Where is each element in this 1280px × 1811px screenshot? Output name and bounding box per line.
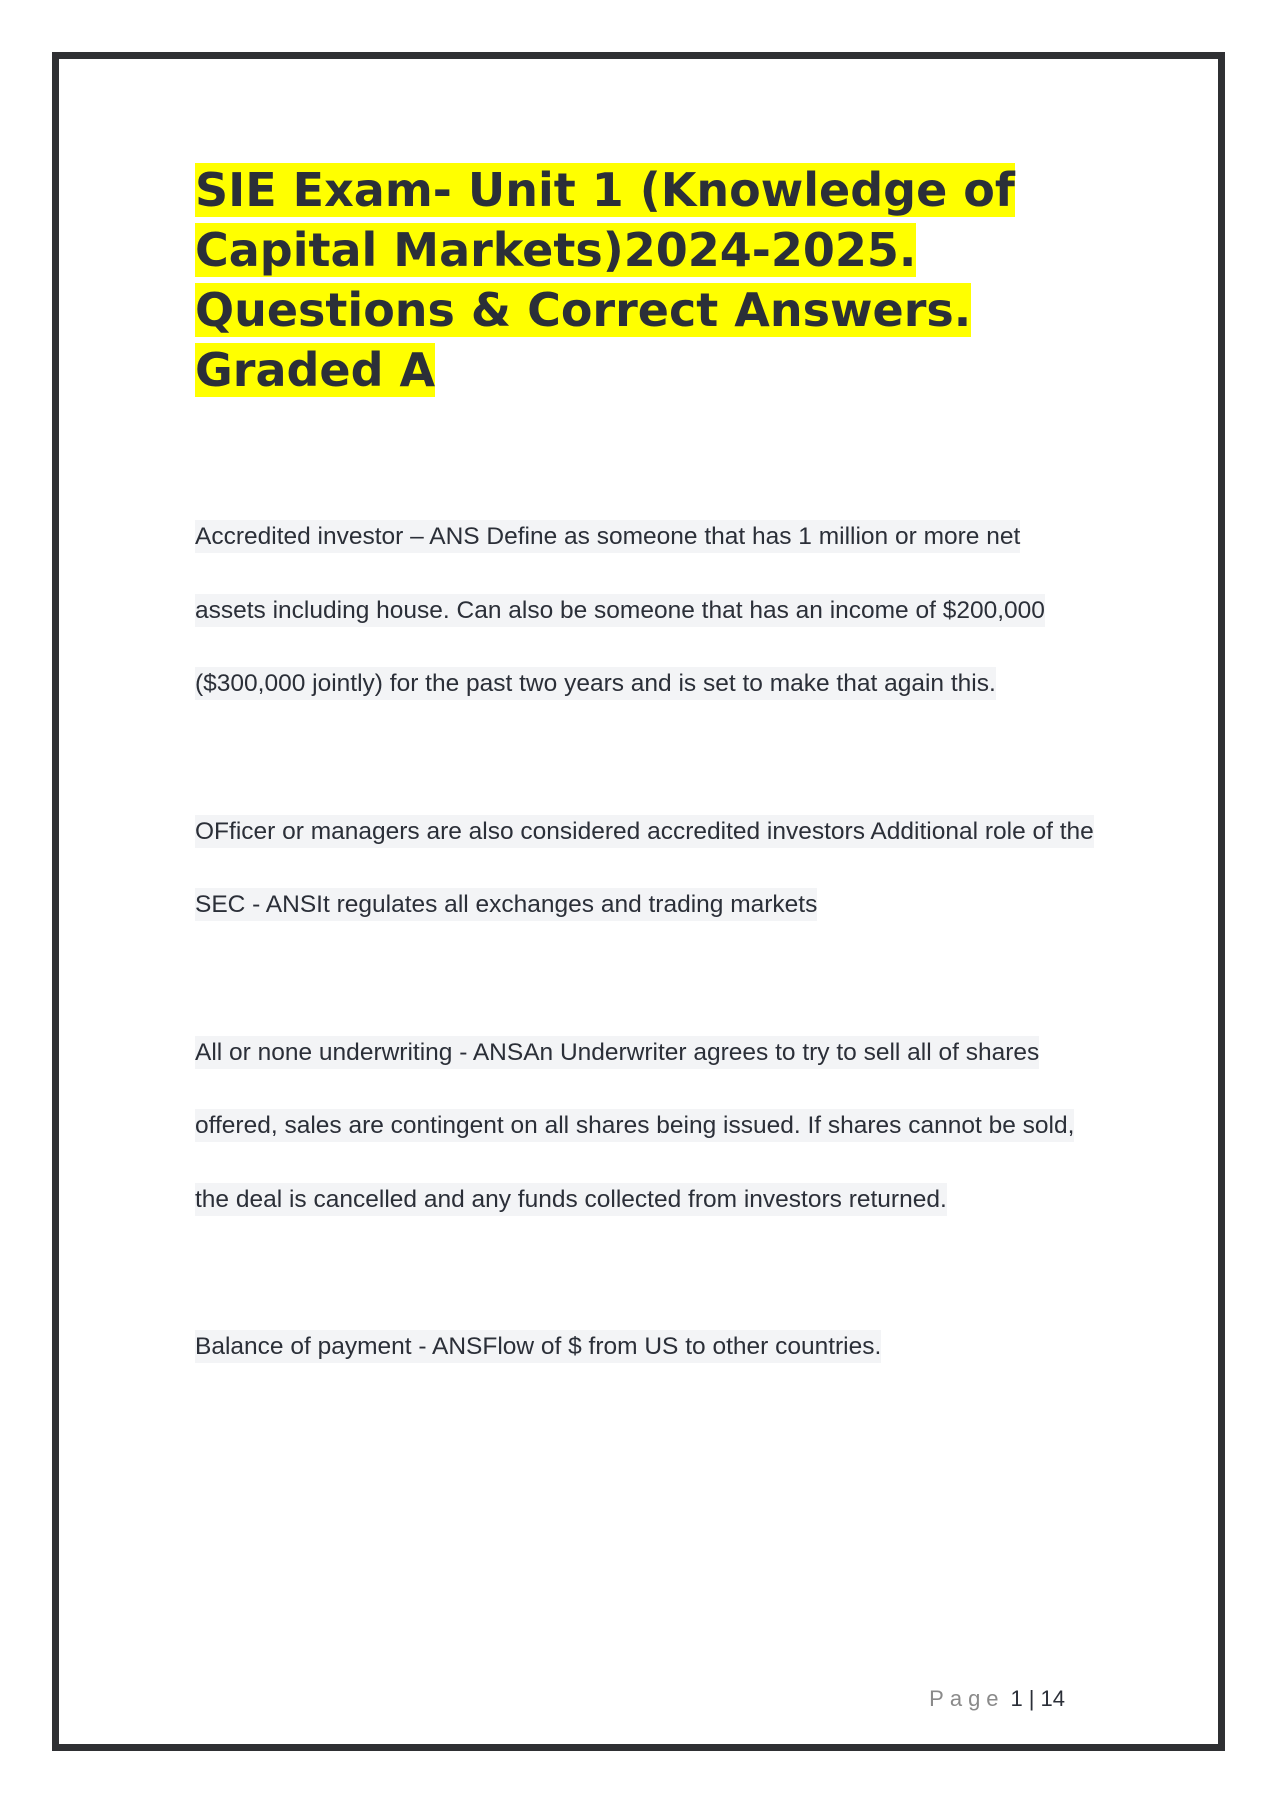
qa-list bbox=[195, 500, 1095, 1384]
qa-entry bbox=[195, 1310, 1095, 1384]
page-footer bbox=[929, 1686, 1065, 1712]
document-body bbox=[195, 160, 1095, 1458]
page-separator: | bbox=[1028, 1686, 1035, 1711]
page-label: Page bbox=[929, 1686, 1005, 1711]
qa-entry bbox=[195, 500, 1095, 721]
qa-entry-text: Balance of payment - ANSFlow of $ from US to other countries. bbox=[195, 1330, 881, 1363]
total-pages: 14 bbox=[1040, 1686, 1065, 1711]
current-page-number: 1 bbox=[1010, 1686, 1023, 1711]
qa-entry bbox=[195, 1016, 1095, 1237]
qa-entry-text: All or none underwriting - ANSAn Underwriter agrees to try to sell all of shares offered, sales are contingent on all shares being issued. If shares cannot be sold, the deal is cancelled and any funds collected from investors returned. bbox=[195, 1036, 1074, 1216]
title-highlight: SIE Exam- Unit 1 (Knowledge of Capital Markets)2024-2025. Questions & Correct Answers. Graded A bbox=[195, 163, 1015, 397]
qa-entry-text: OFficer or managers are also considered accredited investors Additional role of the SEC - ANSIt regulates all exchanges and trading markets bbox=[195, 815, 1094, 922]
document-title bbox=[195, 160, 1095, 400]
qa-entry bbox=[195, 795, 1095, 942]
qa-entry-text: Accredited investor – ANS Define as someone that has 1 million or more net assets including house. Can also be someone that has an income of $200,000 ($300,000 jointly) for the past two years and is set to make that again this. bbox=[195, 520, 1045, 700]
